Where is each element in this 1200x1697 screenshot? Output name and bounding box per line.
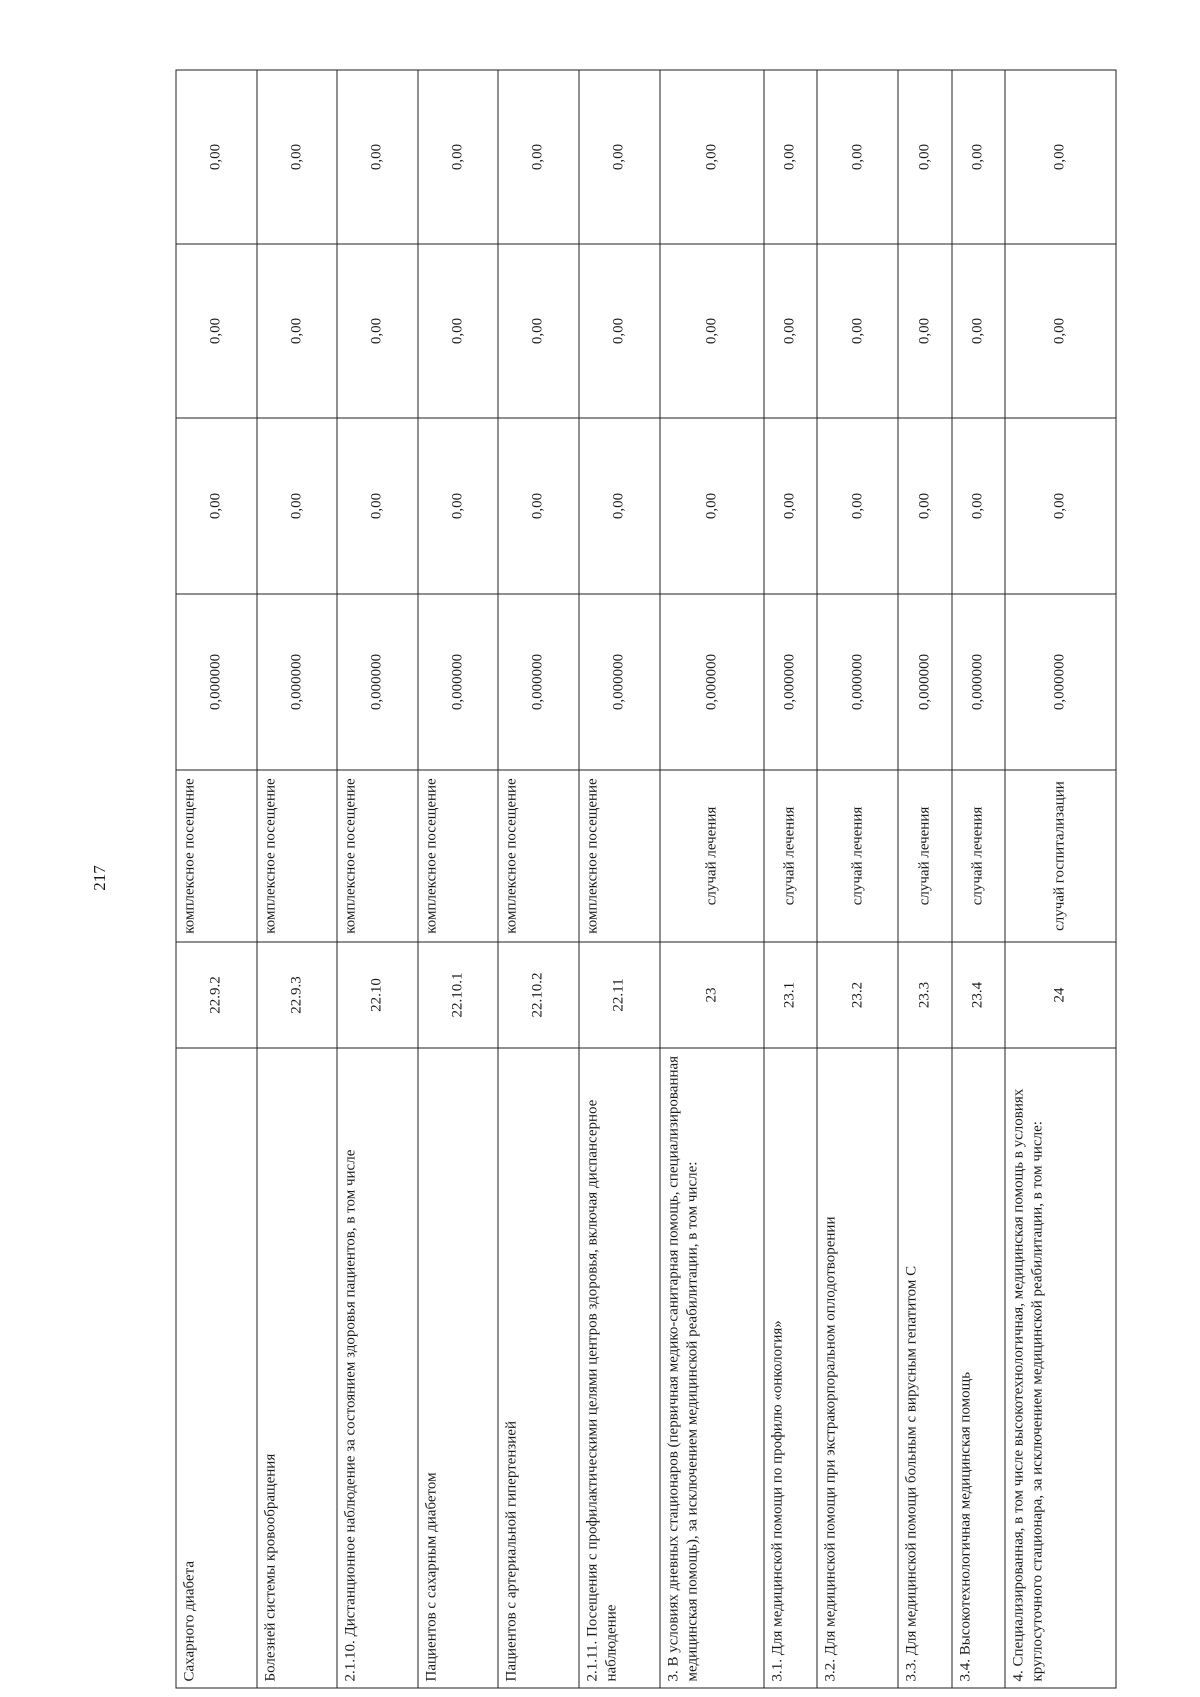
row-unit: комплексное посещение bbox=[497, 770, 578, 942]
row-code: 22.9.3 bbox=[257, 942, 337, 1048]
row-code: 22.10.1 bbox=[417, 942, 497, 1048]
row-value-1: 0,000000 bbox=[1004, 594, 1115, 770]
row-value-3: 0,00 bbox=[659, 244, 763, 418]
row-value-3: 0,00 bbox=[497, 244, 578, 418]
row-code: 22.10.2 bbox=[497, 942, 578, 1048]
row-value-3: 0,00 bbox=[336, 244, 417, 418]
table-row bbox=[659, 70, 763, 1688]
row-value-3: 0,00 bbox=[417, 244, 497, 418]
row-name: 3.3. Для медицинской помощи больным с вирусным гепатитом С bbox=[898, 1048, 951, 1688]
data-table bbox=[175, 69, 1116, 1688]
row-name: Пациентов с артериальной гипертензией bbox=[497, 1048, 578, 1688]
row-value-2: 0,00 bbox=[497, 418, 578, 594]
row-unit: комплексное посещение bbox=[257, 770, 337, 942]
row-name: 2.1.11. Посещения с профилактическими целями центров здоровья, включая диспансерное наблюдение bbox=[578, 1048, 659, 1688]
row-name: 3.1. Для медицинской помощи по профилю «онкология» bbox=[764, 1048, 817, 1688]
row-value-2: 0,00 bbox=[176, 418, 257, 594]
row-unit: комплексное посещение bbox=[336, 770, 417, 942]
row-name: 3.2. Для медицинской помощи при экстракорпоральном оплодотворении bbox=[817, 1048, 898, 1688]
row-unit: случай лечения bbox=[764, 770, 817, 942]
row-unit: случай лечения bbox=[951, 770, 1004, 942]
row-value-3: 0,00 bbox=[578, 244, 659, 418]
row-name: Пациентов с сахарным диабетом bbox=[417, 1048, 497, 1688]
row-value-3: 0,00 bbox=[764, 244, 817, 418]
row-code: 22.11 bbox=[578, 942, 659, 1048]
row-value-1: 0,000000 bbox=[659, 594, 763, 770]
table-row bbox=[898, 70, 951, 1688]
row-value-4: 0,00 bbox=[497, 70, 578, 244]
row-value-2: 0,00 bbox=[257, 418, 337, 594]
row-value-2: 0,00 bbox=[898, 418, 951, 594]
row-value-4: 0,00 bbox=[176, 70, 257, 244]
row-code: 23.3 bbox=[898, 942, 951, 1048]
row-unit: комплексное посещение bbox=[417, 770, 497, 942]
row-value-2: 0,00 bbox=[417, 418, 497, 594]
row-name: 2.1.10. Дистанционное наблюдение за состоянием здоровья пациентов, в том числе bbox=[336, 1048, 417, 1688]
row-code: 23.2 bbox=[817, 942, 898, 1048]
row-unit: случай лечения bbox=[659, 770, 763, 942]
table-row bbox=[1004, 70, 1115, 1688]
row-value-3: 0,00 bbox=[1004, 244, 1115, 418]
table-container bbox=[175, 70, 1116, 1688]
table-row bbox=[578, 70, 659, 1688]
row-name: 4. Специализированная, в том числе высокотехнологичная, медицинская помощь в условиях круглосуточного стационара, за исключением медицинской реабилитации, в том числе: bbox=[1004, 1048, 1115, 1688]
row-value-1: 0,000000 bbox=[176, 594, 257, 770]
row-value-4: 0,00 bbox=[336, 70, 417, 244]
page-number: 217 bbox=[90, 865, 109, 891]
row-value-3: 0,00 bbox=[817, 244, 898, 418]
row-code: 22.9.2 bbox=[176, 942, 257, 1048]
row-value-3: 0,00 bbox=[951, 244, 1004, 418]
row-code: 23.1 bbox=[764, 942, 817, 1048]
row-value-4: 0,00 bbox=[898, 70, 951, 244]
row-value-4: 0,00 bbox=[1004, 70, 1115, 244]
row-unit: комплексное посещение bbox=[578, 770, 659, 942]
table-row bbox=[764, 70, 817, 1688]
row-value-1: 0,000000 bbox=[497, 594, 578, 770]
row-value-1: 0,000000 bbox=[336, 594, 417, 770]
row-value-2: 0,00 bbox=[659, 418, 763, 594]
row-name: Сахарного диабета bbox=[176, 1048, 257, 1688]
row-value-4: 0,00 bbox=[578, 70, 659, 244]
row-value-2: 0,00 bbox=[578, 418, 659, 594]
row-value-1: 0,000000 bbox=[898, 594, 951, 770]
row-name: Болезней системы кровообращения bbox=[257, 1048, 337, 1688]
row-value-1: 0,000000 bbox=[417, 594, 497, 770]
row-value-1: 0,000000 bbox=[817, 594, 898, 770]
row-name: 3. В условиях дневных стационаров (первичная медико-санитарная помощь, специализированная медицинская помощь), за исключением медицинской реабилитации, в том числе: bbox=[659, 1048, 763, 1688]
row-name: 3.4. Высокотехнологичная медицинская помощь bbox=[951, 1048, 1004, 1688]
table-row bbox=[817, 70, 898, 1688]
table-row bbox=[257, 70, 337, 1688]
row-value-4: 0,00 bbox=[764, 70, 817, 244]
row-value-3: 0,00 bbox=[257, 244, 337, 418]
table-row bbox=[417, 70, 497, 1688]
row-code: 22.10 bbox=[336, 942, 417, 1048]
row-code: 23 bbox=[659, 942, 763, 1048]
table-row bbox=[951, 70, 1004, 1688]
row-value-3: 0,00 bbox=[898, 244, 951, 418]
row-value-1: 0,000000 bbox=[257, 594, 337, 770]
row-value-4: 0,00 bbox=[659, 70, 763, 244]
row-value-1: 0,000000 bbox=[578, 594, 659, 770]
table-row bbox=[497, 70, 578, 1688]
row-unit: случай лечения bbox=[817, 770, 898, 942]
table-row bbox=[336, 70, 417, 1688]
row-unit: случай лечения bbox=[898, 770, 951, 942]
row-value-2: 0,00 bbox=[336, 418, 417, 594]
row-value-3: 0,00 bbox=[176, 244, 257, 418]
row-value-2: 0,00 bbox=[1004, 418, 1115, 594]
row-value-2: 0,00 bbox=[764, 418, 817, 594]
row-unit: случай госпитализации bbox=[1004, 770, 1115, 942]
row-code: 23.4 bbox=[951, 942, 1004, 1048]
row-value-1: 0,000000 bbox=[951, 594, 1004, 770]
row-unit: комплексное посещение bbox=[176, 770, 257, 942]
row-value-4: 0,00 bbox=[257, 70, 337, 244]
row-value-1: 0,000000 bbox=[764, 594, 817, 770]
row-value-4: 0,00 bbox=[951, 70, 1004, 244]
row-value-4: 0,00 bbox=[417, 70, 497, 244]
row-value-2: 0,00 bbox=[817, 418, 898, 594]
row-value-2: 0,00 bbox=[951, 418, 1004, 594]
row-value-4: 0,00 bbox=[817, 70, 898, 244]
table-row bbox=[176, 70, 257, 1688]
row-code: 24 bbox=[1004, 942, 1115, 1048]
